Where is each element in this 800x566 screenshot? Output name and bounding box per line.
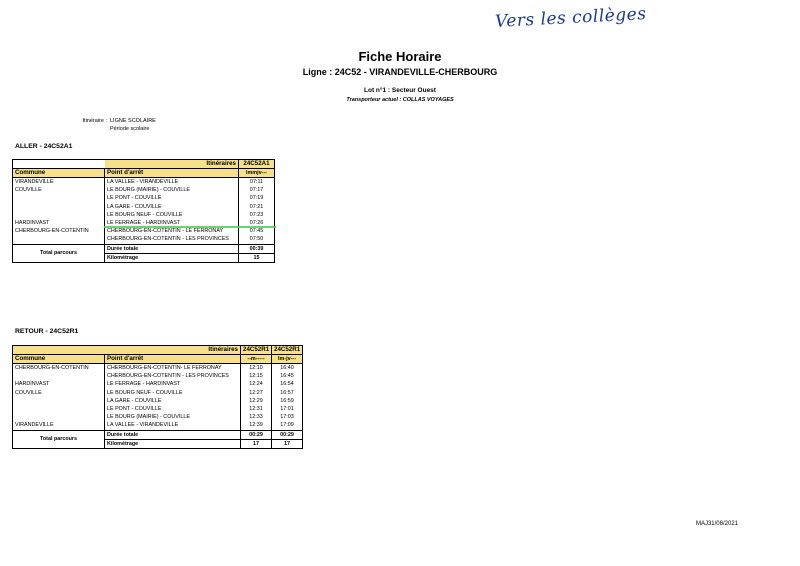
stop-cell: LE PONT - COUVILLE (105, 405, 241, 413)
commune-cell: COUVILLE (13, 389, 105, 397)
stop-cell: LE PONT - COUVILLE (105, 194, 239, 202)
retour-duree1: 00:29 (241, 430, 272, 439)
table-row (13, 178, 275, 187)
retour-km-label: Kilométrage (105, 439, 241, 448)
green-highlight-mark (104, 226, 276, 228)
table-row (13, 227, 275, 235)
transporteur-label: Transporteur actuel : COLLAS VOYAGES (346, 97, 454, 103)
aller-section-title: ALLER - 24C52A1 (15, 143, 73, 150)
stop-cell: CHERBOURG-EN-COTENTIN - LE FERRONAY (105, 227, 239, 235)
stop-cell: LA GARE - COUVILLE (105, 397, 241, 405)
commune-cell (13, 194, 105, 202)
time-cell: 12:33 (241, 413, 272, 421)
table-row (13, 364, 303, 373)
commune-cell (13, 405, 105, 413)
table-row (13, 235, 275, 244)
commune-cell (13, 372, 105, 380)
time-cell: 17:01 (272, 405, 303, 413)
time-cell: 12:24 (241, 380, 272, 388)
time-cell: 07:23 (239, 211, 275, 219)
commune-cell (13, 203, 105, 211)
retour-days1: --m----- (241, 355, 272, 364)
retour-km2: 17 (272, 439, 303, 448)
retour-km1: 17 (241, 439, 272, 448)
retour-col-arret: Point d'arrêt (105, 355, 241, 364)
table-row (13, 380, 303, 388)
itineraire-block (75, 117, 156, 133)
stop-cell: CHERBOURG-EN-COTENTIN - LES PROVINCES (105, 372, 241, 380)
commune-cell (13, 397, 105, 405)
table-row (13, 389, 303, 397)
time-cell: 12:39 (241, 421, 272, 430)
commune-cell: VIRANDEVILLE (13, 178, 105, 187)
lot-label: Lot n°1 : Secteur Ouest (364, 87, 436, 94)
table-row (13, 203, 275, 211)
commune-cell (13, 211, 105, 219)
page-title: Fiche Horaire (358, 49, 442, 64)
stop-cell: CHERBOURG-EN-COTENTIN - LES PROVINCES (105, 235, 239, 244)
time-cell: 16:57 (272, 389, 303, 397)
handwritten-note: Vers les collèges (494, 4, 647, 32)
time-cell: 16:40 (272, 364, 303, 373)
itineraire-line2: Période scolaire (110, 126, 150, 132)
commune-cell: VIRANDEVILLE (13, 421, 105, 430)
retour-duree2: 00:29 (272, 430, 303, 439)
commune-cell: HARDINVAST (13, 380, 105, 388)
commune-cell: COUVILLE (13, 186, 105, 194)
time-cell: 12:15 (241, 372, 272, 380)
stop-cell: LE FERRAGE - HARDINVAST (105, 219, 239, 227)
commune-cell (13, 413, 105, 421)
aller-km-label: Kilométrage (105, 253, 239, 262)
aller-km: 15 (239, 253, 275, 262)
aller-itineraires-label: Itinéraires (105, 160, 239, 169)
time-cell: 17:03 (272, 413, 303, 421)
aller-col-arret: Point d'arrêt (105, 169, 239, 178)
table-row (13, 211, 275, 219)
table-row (13, 413, 303, 421)
aller-duree: 00:39 (239, 244, 275, 253)
stop-cell: LA VALLEE - VIRANDEVILLE (105, 421, 241, 430)
aller-total-label: Total parcours (13, 244, 105, 262)
time-cell: 16:45 (272, 372, 303, 380)
itineraire-label: Itinéraire : (82, 118, 107, 124)
stop-cell: LA GARE - COUVILLE (105, 203, 239, 211)
stop-cell: LE BOURG (MAIRIE) - COUVILLE (105, 186, 239, 194)
stop-cell: CHERBOURG-EN-COTENTIN- LE FERRONAY (105, 364, 241, 373)
retour-itineraires-label: Itinéraires (105, 346, 241, 355)
commune-cell (13, 235, 105, 244)
stop-cell: LE BOURG NEUF - COUVILLE (105, 211, 239, 219)
stop-cell: LE BOURG (MAIRIE) - COUVILLE (105, 413, 241, 421)
retour-duree-label: Durée totale (105, 430, 241, 439)
time-cell: 17:09 (272, 421, 303, 430)
time-cell: 07:21 (239, 203, 275, 211)
retour-days2: lm-jv--- (272, 355, 303, 364)
retour-col-commune: Commune (13, 355, 105, 364)
time-cell: 07:26 (239, 219, 275, 227)
retour-total-label: Total parcours (13, 430, 105, 448)
time-cell: 12:31 (241, 405, 272, 413)
commune-cell: CHERBOURG-EN-COTENTIN (13, 364, 105, 373)
table-row (13, 194, 275, 202)
time-cell: 07:19 (239, 194, 275, 202)
commune-cell: HARDINVAST (13, 219, 105, 227)
time-cell: 12:10 (241, 364, 272, 373)
time-cell: 07:45 (239, 227, 275, 235)
time-cell: 07:50 (239, 235, 275, 244)
table-row (13, 397, 303, 405)
aller-days: lmmjv--- (239, 169, 275, 178)
time-cell: 07:11 (239, 178, 275, 187)
time-cell: 07:17 (239, 186, 275, 194)
ligne-title: Ligne : 24C52 - VIRANDEVILLE-CHERBOURG (302, 67, 498, 77)
table-row (13, 186, 275, 194)
itineraire-line1: LIGNE SCOLAIRE (110, 118, 156, 124)
time-cell: 16:54 (272, 380, 303, 388)
time-cell: 12:29 (241, 397, 272, 405)
aller-timetable (12, 159, 275, 263)
aller-col-commune: Commune (13, 169, 105, 178)
retour-code1: 24C52R1 (241, 346, 272, 355)
retour-section-title: RETOUR - 24C52R1 (15, 328, 79, 335)
table-row (13, 405, 303, 413)
table-row (13, 372, 303, 380)
aller-code: 24C52A1 (239, 160, 275, 169)
stop-cell: LE BOURG NEUF - COUVILLE (105, 389, 241, 397)
commune-cell: CHERBOURG-EN-COTENTIN (13, 227, 105, 235)
stop-cell: LA VALLEE - VIRANDEVILLE (105, 178, 239, 187)
table-row (13, 421, 303, 430)
time-cell: 16:59 (272, 397, 303, 405)
aller-duree-label: Durée totale (105, 244, 239, 253)
retour-code2: 24C52R1 (272, 346, 303, 355)
time-cell: 12:27 (241, 389, 272, 397)
maj-date: MAJ31/08/2021 (695, 521, 738, 527)
stop-cell: LE FERRAGE - HARDINVAST (105, 380, 241, 388)
retour-timetable (12, 345, 303, 449)
